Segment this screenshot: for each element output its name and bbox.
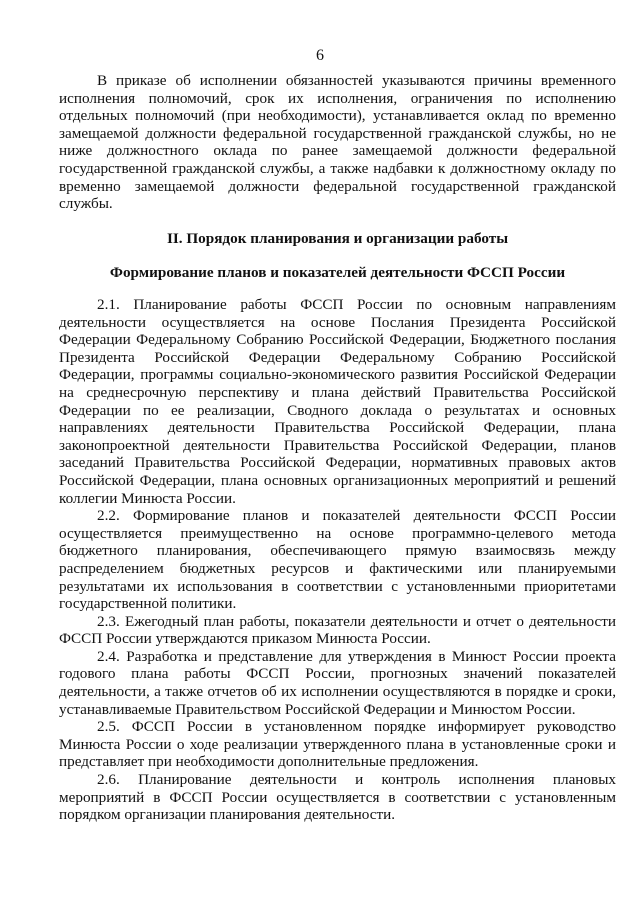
clause-number: 2.3. [97, 612, 120, 630]
clause-paragraph [59, 507, 616, 613]
page-number: 6 [316, 47, 324, 64]
clause-paragraph [59, 648, 616, 718]
clauses-section [59, 296, 616, 824]
clause-text: Разработка и представление для утверждения в Минюст России проекта годового плана работы ФССП России, прогнозных значений показателей деятельности, а также отчетов об их исполнении осуществляются в порядке и сроки, устанавливаемые Правительством Российской Федерации и Минюстом России. [59, 647, 616, 718]
subsection-heading: Формирование планов и показателей деятельности ФССП России [109, 264, 566, 281]
clause-text: ФССП России в установленном порядке информирует руководство Минюста России о ходе реализации утвержденного плана в установленные сроки и представляет при необходимости дополнительные предложения. [59, 718, 616, 771]
clause-paragraph [59, 771, 616, 824]
clause-paragraph [59, 296, 616, 507]
clause-text: Ежегодный план работы, показатели деятельности и отчет о деятельности ФССП России утверждаются приказом Минюста России. [59, 612, 617, 648]
intro-paragraph: В приказе об исполнении обязанностей указываются причины временного исполнения полномочий, срок их исполнения, ограничения по исполнению отдельных полномочий (при необходимости), устанавливается оклад по временно замещаемой должности федеральной государственной гражданской службы, но не ниже должностного оклада по ранее замещаемой должности федеральной государственной гражданской службы, а также надбавки к должностному окладу по временно замещаемой должности федеральной государственной гражданской службы. [59, 72, 616, 213]
clause-text: Планирование работы ФССП России по основным направлениям деятельности осуществляется на основе Послания Президента Российской Федерации Федеральному Собранию Российской Федерации, Бюджетного послания Президента Российской Федерации Федеральному Собранию Российской Федерации, программы социально-экономического развития Российской Федерации на среднесрочную перспективу и плана действий Правительства Российской Федерации по ее реализации, Сводного доклада о результатах и основных направлениях деятельности Правительства Российской Федерации, плана законопроектной деятельности Правительства Российской Федерации, планов заседаний Правительства Российской Федерации, нормативных правовых актов Российской Федерации, плана основных организационных мероприятий и решений коллегии Минюста России. [59, 296, 616, 507]
clause-number: 2.1. [97, 296, 120, 313]
clause-text: Планирование деятельности и контроль исполнения плановых мероприятий в ФССП России осуществляется в соответствии с установленным порядком организации планирования деятельности. [59, 771, 616, 824]
clause-number: 2.6. [97, 771, 120, 789]
section-heading: II. Порядок планирования и организации работы [166, 230, 509, 247]
clause-number: 2.4. [97, 647, 120, 665]
intro-section [59, 72, 616, 213]
clause-text: Формирование планов и показателей деятельности ФССП России осуществляется преимущественно на основе программно-целевого метода бюджетного планирования, обеспечивающего прямую взаимосвязь между распределением бюджетных ресурсов и фактическими или планируемыми результатами их использования в соответствии с установленными приоритетами государственной политики. [59, 507, 616, 613]
clause-paragraph [59, 613, 616, 648]
clause-number: 2.5. [97, 718, 120, 736]
clause-paragraph [59, 718, 616, 771]
clause-number: 2.2. [97, 507, 120, 525]
